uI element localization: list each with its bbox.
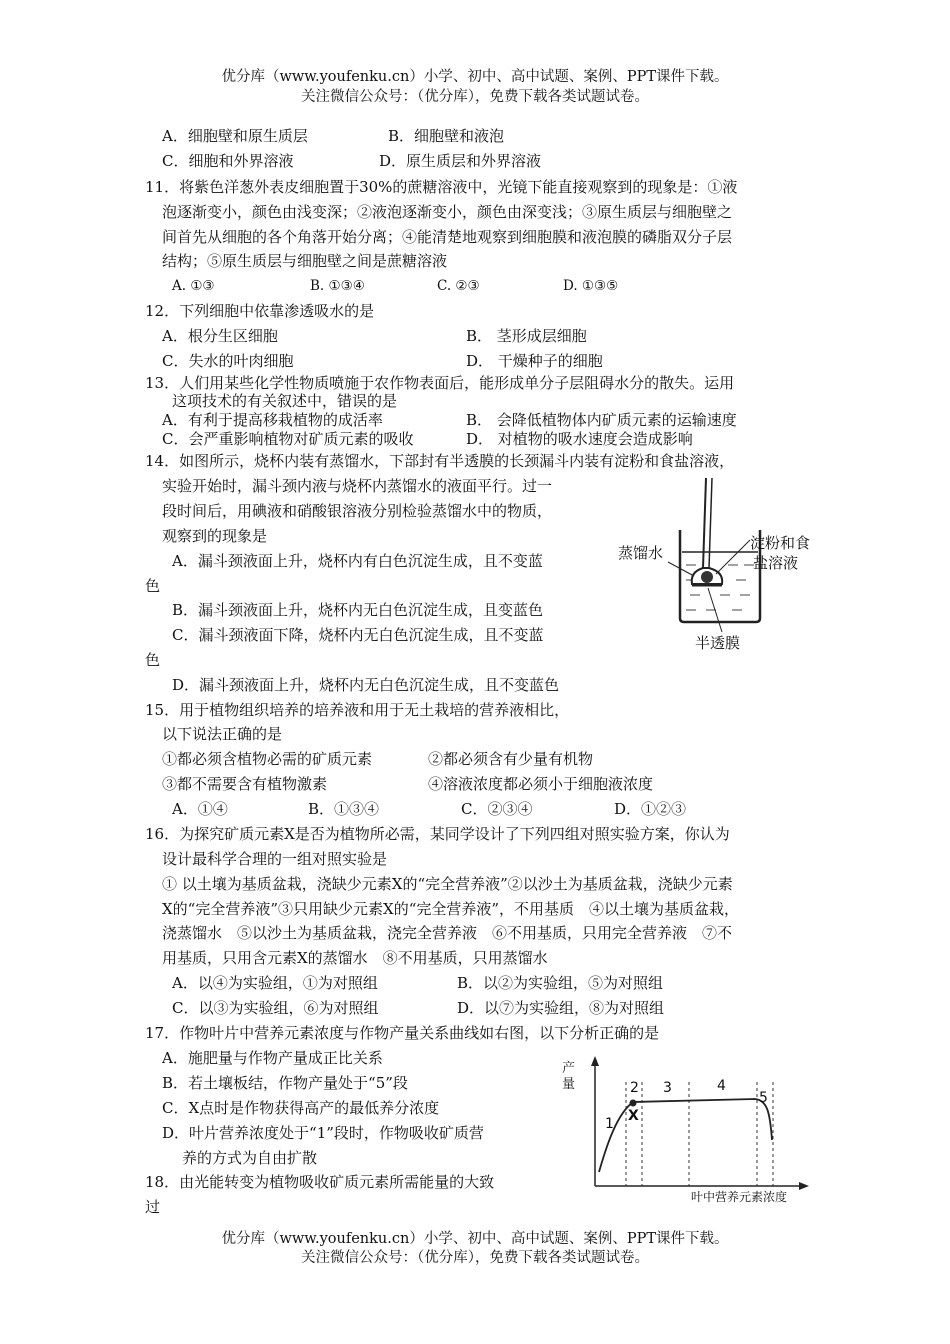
q16-stem-line: X的“完全营养液”③只用缺少元素X的“完全营养液”，不用基质 ④以土壤为基质盆栽， bbox=[162, 900, 740, 918]
q17-option-d-wrap: 养的方式为自由扩散 bbox=[182, 1149, 318, 1167]
segment-2-label: 2 bbox=[630, 1080, 639, 1096]
q10-option-d: D．原生质层和外界溶液 bbox=[379, 152, 542, 170]
q14-stem-line: 14．如图所示，烧杯内装有蒸馏水，下部封有半透膜的长颈漏斗内装有淀粉和食盐溶液， bbox=[145, 452, 735, 470]
q11-option-d: D. ①③⑤ bbox=[563, 278, 619, 294]
q13-option-b: B． 会降低植物体内矿质元素的运输速度 bbox=[466, 411, 737, 429]
q15-option-c: C．②③④ bbox=[461, 800, 533, 818]
footer-line-1: 优分库（www.youfenku.cn）小学、初中、高中试题、案例、PPT课件下载。 bbox=[221, 1231, 729, 1247]
q15-statement-2: ②都必须含有少量有机物 bbox=[428, 750, 594, 768]
osmosis-apparatus-figure bbox=[610, 470, 840, 655]
q16-stem-line: 浇蒸馏水 ⑤以沙土为基质盆栽，浇完全营养液 ⑥不用基质，只用完全营养液 ⑦不 bbox=[162, 924, 733, 942]
footer-line-2: 关注微信公众号：（优分库），免费下载各类试题试卷。 bbox=[301, 1250, 649, 1266]
solution-leader bbox=[716, 540, 750, 574]
funnel-neck-inner bbox=[709, 478, 712, 568]
q12-option-c: C．失水的叶肉细胞 bbox=[162, 352, 294, 370]
header-line-1: 优分库（www.youfenku.cn）小学、初中、高中试题、案例、PPT课件下载。 bbox=[221, 69, 729, 85]
q12-option-d: D． 干燥种子的细胞 bbox=[466, 352, 603, 370]
label-membrane: 半透膜 bbox=[695, 634, 741, 652]
x-axis-label: 叶中营养元素浓度 bbox=[691, 1190, 788, 1204]
q14-option-c-wrap: 色 bbox=[145, 651, 161, 669]
q14-option-b: B．漏斗颈液面上升，烧杯内无白色沉淀生成，且变蓝色 bbox=[172, 601, 544, 619]
header-line-2: 关注微信公众号：（优分库），免费下载各类试题试卷。 bbox=[301, 89, 649, 105]
q11-stem-line: 11．将紫色洋葱外表皮细胞置于30%的蔗糖溶液中，光镜下能直接观察到的现象是：①液 bbox=[145, 178, 738, 196]
q15-stem-line: 以下说法正确的是 bbox=[162, 725, 283, 743]
q13-stem-line: 13．人们用某些化学性物质喷施于农作物表面后，能形成单分子层阻碍水分的散失。运用 bbox=[145, 374, 735, 392]
q11-stem-line: 结构；⑤原生质层与细胞壁之间是蔗糖溶液 bbox=[162, 252, 448, 270]
segment-3-label: 3 bbox=[663, 1080, 672, 1096]
point-x-marker bbox=[630, 1100, 637, 1107]
q18-stem-line: 过 bbox=[145, 1198, 161, 1216]
q16-option-d: D．以⑦为实验组，⑧为对照组 bbox=[457, 999, 665, 1017]
q15-option-a: A．①④ bbox=[172, 800, 228, 818]
q16-option-a: A．以④为实验组，①为对照组 bbox=[172, 974, 378, 992]
q14-stem-line: 实验开始时，漏斗颈内液与烧杯内蒸馏水的液面平行。过一 bbox=[162, 477, 553, 495]
q10-option-b: B．细胞壁和液泡 bbox=[388, 127, 505, 145]
y-axis-arrow bbox=[591, 1056, 599, 1066]
q11-stem-line: 间首先从细胞的各个角落开始分离；④能清楚地观察到细胞膜和液泡膜的磷脂双分子层 bbox=[162, 228, 733, 246]
segment-4-label: 4 bbox=[717, 1078, 726, 1094]
q13-stem-line: 这项技术的有关叙述中，错误的是 bbox=[172, 392, 398, 410]
x-axis-arrow bbox=[799, 1182, 809, 1190]
q11-option-b: B. ①③④ bbox=[310, 278, 365, 294]
q14-option-a: A．漏斗颈液面上升，烧杯内有白色沉淀生成，且不变蓝 bbox=[172, 552, 543, 570]
q10-option-c: C．细胞和外界溶液 bbox=[162, 152, 294, 170]
q14-stem-line: 段时间后，用碘液和硝酸银溶液分别检验蒸馏水中的物质， bbox=[162, 502, 553, 520]
q15-statement-1: ①都必须含植物必需的矿质元素 bbox=[162, 750, 373, 768]
yield-curve bbox=[599, 1099, 772, 1172]
q14-stem-line: 观察到的现象是 bbox=[162, 527, 268, 545]
q12-option-b: B． 茎形成层细胞 bbox=[466, 327, 587, 345]
q17-option-a: A．施肥量与作物产量成正比关系 bbox=[162, 1049, 383, 1067]
q16-option-c: C．以③为实验组，⑥为对照组 bbox=[172, 999, 379, 1017]
q14-option-c: C．漏斗颈液面下降，烧杯内无白色沉淀生成，且不变蓝 bbox=[172, 626, 544, 644]
q16-stem-line: 设计最科学合理的一组对照实验是 bbox=[162, 850, 388, 868]
yield-curve-graph bbox=[555, 1052, 815, 1204]
q10-option-a: A．细胞壁和原生质层 bbox=[162, 127, 308, 145]
q17-option-b: B．若土壤板结，作物产量处于“5”段 bbox=[162, 1074, 408, 1092]
q14-option-d: D．漏斗颈液面上升，烧杯内无白色沉淀生成，且不变蓝色 bbox=[172, 676, 560, 694]
y-axis-label-bottom: 量 bbox=[562, 1077, 576, 1092]
q15-stem-line: 15．用于植物组织培养的培养液和用于无土栽培的营养液相比， bbox=[145, 701, 570, 719]
segment-5-label: 5 bbox=[759, 1090, 768, 1106]
q13-option-c: C．会严重影响植物对矿质元素的吸收 bbox=[162, 430, 414, 448]
q13-option-a: A．有利于提高移栽植物的成活率 bbox=[162, 411, 383, 429]
q11-stem-line: 泡逐渐变小，颜色由浅变深；②液泡逐渐变小，颜色由深变浅；③原生质层与细胞壁之 bbox=[162, 203, 733, 221]
q12-stem: 12．下列细胞中依靠渗透吸水的是 bbox=[145, 302, 375, 320]
q16-stem-line: 16．为探究矿质元素X是否为植物所必需，某同学设计了下列四组对照实验方案，你认为 bbox=[145, 825, 730, 843]
label-solution: 淀粉和食 bbox=[750, 534, 811, 552]
q17-option-d: D．叶片营养浓度处于“1”段时，作物吸收矿质营 bbox=[162, 1124, 484, 1142]
q15-statement-3: ③都不需要含有植物激素 bbox=[162, 775, 328, 793]
label-solution-line2: 盐溶液 bbox=[753, 554, 799, 572]
q17-stem: 17．作物叶片中营养元素浓度与作物产量关系曲线如右图，以下分析正确的是 bbox=[145, 1024, 660, 1042]
q16-stem-line: 用基质，只用含元素X的蒸馏水 ⑧不用基质，只用蒸馏水 bbox=[162, 949, 548, 967]
point-x-label: X bbox=[628, 1108, 639, 1124]
q14-option-a-wrap: 色 bbox=[145, 577, 161, 595]
q13-option-d: D． 对植物的吸水速度会造成影响 bbox=[466, 430, 693, 448]
q18-stem-line: 18．由光能转变为植物吸收矿质元素所需能量的大致 bbox=[145, 1173, 495, 1191]
q11-option-a: A. ①③ bbox=[172, 278, 215, 294]
q11-option-c: C. ②③ bbox=[437, 278, 480, 294]
q16-stem-line: ① 以土壤为基质盆栽，浇缺少元素X的“完全营养液”②以沙土为基质盆栽，浇缺少元素 bbox=[162, 875, 733, 893]
q15-option-d: D．①②③ bbox=[614, 800, 687, 818]
q12-option-a: A．根分生区细胞 bbox=[162, 327, 278, 345]
funnel-neck bbox=[703, 478, 706, 568]
label-water: 蒸馏水 bbox=[618, 544, 664, 562]
segment-1-label: 1 bbox=[605, 1116, 614, 1132]
q15-option-b: B．①③④ bbox=[308, 800, 380, 818]
segment-dividers bbox=[626, 1082, 773, 1186]
q15-statement-4: ④溶液浓度都必须小于细胞液浓度 bbox=[428, 775, 654, 793]
funnel-solution bbox=[701, 571, 713, 583]
q17-option-c: C．X点时是作物获得高产的最低养分浓度 bbox=[162, 1099, 440, 1117]
q16-option-b: B．以②为实验组，⑤为对照组 bbox=[457, 974, 664, 992]
y-axis-label-top: 产 bbox=[562, 1061, 576, 1076]
